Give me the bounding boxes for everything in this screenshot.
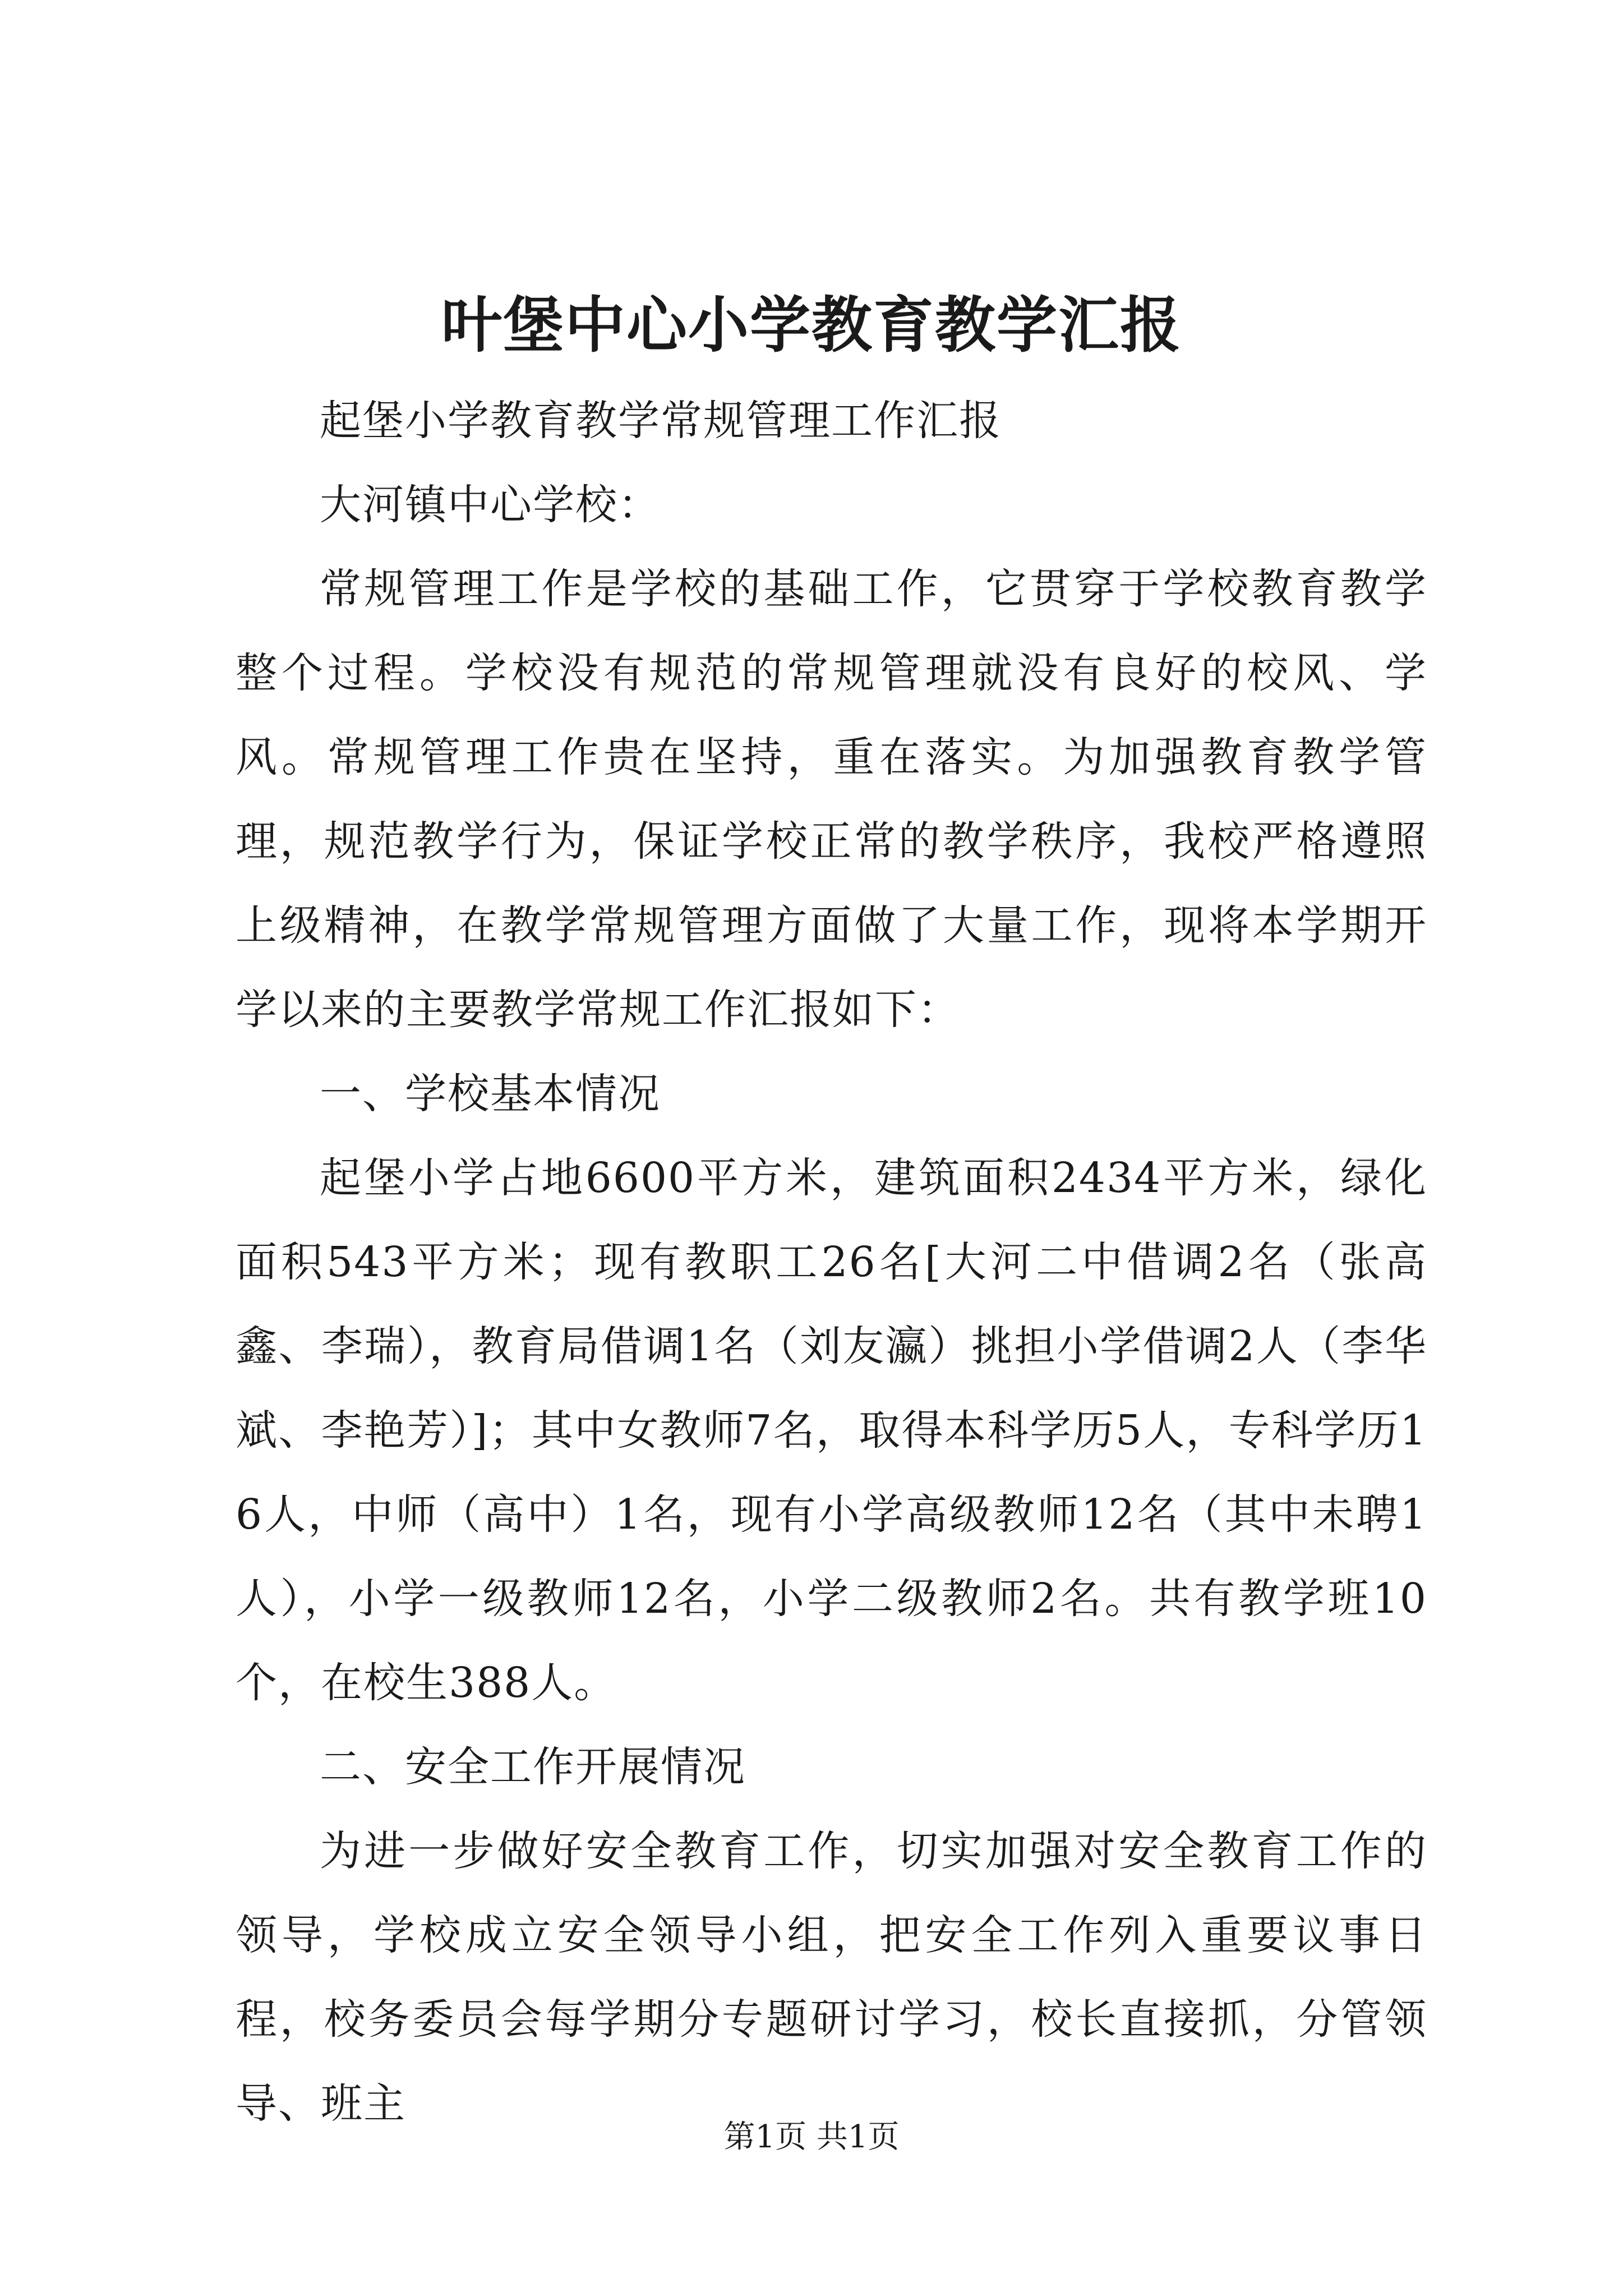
- paragraph-basic-info: 起堡小学占地6600平方米，建筑面积2434平方米，绿化面积543平方米；现有教职工26名[大河二中借调2名（张高鑫、李瑞），教育局借调1名（刘友瀛）挑担小学借调2人（李华斌、李艳芳）]；其中女教师7名，取得本科学历5人，专科学历16人，中师（高中）1名，现有小学高级教师12名（其中未聘1人），小学一级教师12名，小学二级教师2名。共有教学班10个，在校生388人。: [236, 1154, 1427, 1707]
- section-heading-safety: 二、安全工作开展情况: [320, 1743, 746, 1791]
- paragraph-subtitle: 起堡小学教育教学常规管理工作汇报: [320, 397, 1002, 445]
- document-title: 叶堡中心小学教育教学汇报: [441, 290, 1182, 361]
- paragraph-addressee: 大河镇中心学校：: [320, 481, 661, 529]
- paragraph-safety: 为进一步做好安全教育工作，切实加强对安全教育工作的领导，学校成立安全领导小组，把安全工作列入重要议事日程，校务委员会每学期分专题研讨学习，校长直接抓，分管领导、班主: [236, 1827, 1427, 2128]
- page-footer: 第1页 共1页: [723, 2119, 900, 2155]
- paragraph-intro: 常规管理工作是学校的基础工作，它贯穿于学校教育教学整个过程。学校没有规范的常规管理就没有良好的校风、学风。常规管理工作贵在坚持，重在落实。为加强教育教学管理，规范教学行为，保证学校正常的教学秩序，我校严格遵照上级精神，在教学常规管理方面做了大量工作，现将本学期开学以来的主要教学常规工作汇报如下：: [236, 565, 1427, 1034]
- document-body: [236, 379, 1427, 2146]
- section-heading-basic-info: 一、学校基本情况: [320, 1070, 661, 1118]
